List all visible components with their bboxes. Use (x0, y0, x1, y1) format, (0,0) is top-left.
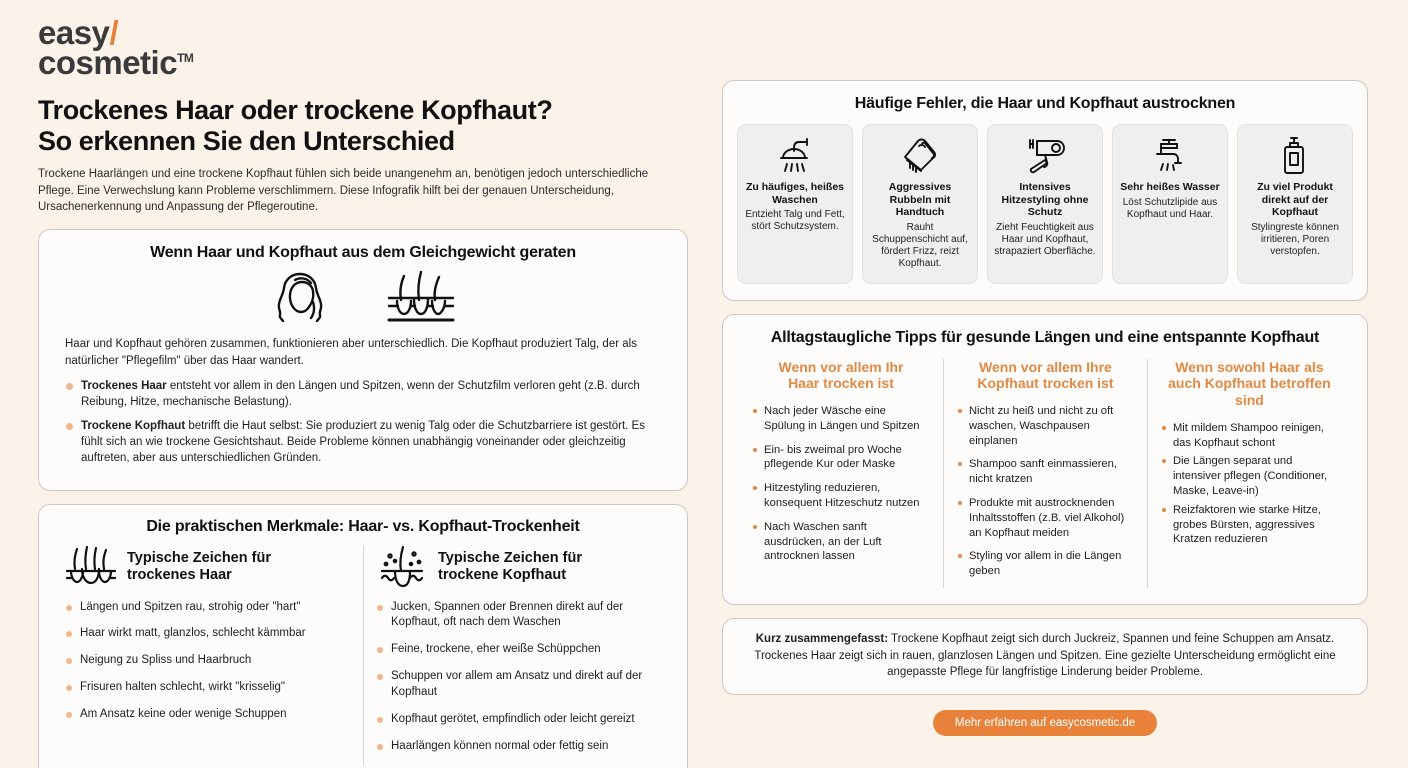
tips-column-both (1147, 359, 1351, 588)
compare-hair-heading-text (127, 550, 271, 584)
bullet-rest: entsteht vor allem in den Längen und Spitzen, wenn der Schutzfilm verloren geht (z.B. durch Reibung, Hitze, mechanische Belastung). (81, 379, 640, 409)
logo-text-cosmetic: cosmetic (38, 44, 178, 82)
tips-list-hair (752, 404, 930, 564)
summary-body: Trockene Kopfhaut zeigt sich durch Juckreiz, Spannen und feine Schuppen am Ansatz. Trockenes Haar zeigt sich in rauen, glanzlosen Längen und Spitzen. Eine gezielte Unterscheidung ermöglicht eine angepasste Pflege für langfristige Linderung beider Probleme. (754, 632, 1336, 679)
summary-text (743, 631, 1347, 681)
list-item: Längen und Spitzen rau, strohig oder "hart" (65, 600, 351, 616)
tips-card (722, 314, 1368, 605)
bullet-lead: Trockenes Haar (81, 379, 167, 392)
heading-line-2: Haar trocken ist (788, 375, 894, 392)
shower-head-icon (744, 135, 846, 177)
list-item: Neigung zu Spliss und Haarbruch (65, 653, 351, 669)
heading-line-2: Kopfhaut trocken ist (977, 375, 1114, 392)
heading-line-1: Typische Zeichen für (438, 549, 582, 566)
bullet-lead: Trockene Kopfhaut (81, 419, 186, 432)
compare-card-title: Die praktischen Merkmale: Haar- vs. Kopfhaut-Trockenheit (146, 517, 580, 535)
balance-card-title: Wenn Haar und Kopfhaut aus dem Gleichgewicht geraten (150, 244, 576, 262)
list-item: Nicht zu heiß und nicht zu oft waschen, Waschpausen einplanen (957, 404, 1134, 448)
faucet-icon (1119, 135, 1221, 177)
dry-scalp-flakes-icon (376, 545, 428, 589)
list-item: Nach Waschen sanft ausdrücken, an der Luft antrocknen lassen (752, 520, 930, 564)
list-item: Haar wirkt matt, glanzlos, schlecht kämmbar (65, 626, 351, 642)
mistake-title: Sehr heißes Wasser (1120, 181, 1220, 193)
list-item: Haarlängen können normal oder fettig sein (376, 739, 661, 755)
right-column (722, 80, 1368, 736)
mistake-desc: Rauht Schuppenschicht auf, fördert Frizz, reizt Kopfhaut. (872, 221, 968, 270)
compare-hair-heading (65, 545, 351, 589)
logo-trademark: TM (177, 51, 194, 66)
list-item: Styling vor allem in die Längen geben (957, 549, 1134, 579)
logo-slash-icon: \ (110, 14, 120, 51)
heading-line-2: trockenes Haar (127, 566, 232, 583)
tips-list-both (1161, 421, 1338, 547)
balance-card (38, 229, 688, 490)
mistakes-row (737, 124, 1353, 284)
heading-line-1: Typische Zeichen für (127, 549, 271, 566)
balance-bullet-item (65, 378, 661, 411)
tips-list-scalp (957, 404, 1134, 579)
compare-hair-list (65, 600, 351, 723)
tips-column-scalp (943, 359, 1147, 588)
balance-body-text: Haar und Kopfhaut gehören zusammen, funktionieren aber unterschiedlich. Die Kopfhaut produziert Talg, der als natürlicher "Pflegefilm" über das Haar wandert. (65, 338, 637, 367)
cta-wrapper (722, 710, 1368, 736)
list-item: Die Längen separat und intensiver pflegen (Conditioner, Maske, Leave-in) (1161, 454, 1338, 498)
summary-card (722, 618, 1368, 695)
mistake-box-heat (987, 124, 1103, 284)
hairdryer-icon (994, 135, 1096, 177)
tips-heading-scalp (957, 359, 1134, 393)
mistake-desc: Stylingreste können irritieren, Poren verstopfen. (1251, 221, 1339, 258)
heading-line-2: auch Kopfhaut betroffen sind (1168, 375, 1331, 409)
compare-card (38, 504, 688, 768)
list-item: Frisuren halten schlecht, wirkt "krisselig" (65, 680, 351, 696)
bullet-rest: betrifft die Haut selbst: Sie produziert zu wenig Talg oder die Schutzbarriere ist gestört. Es fühlt sich an wie trockene Gesichtshaut. Beide Probleme können unabhängig voneinander oder gleichzeitig auftreten, aber aus unterschiedlichen Gründen. (81, 419, 645, 465)
mistake-title: Zu viel Produkt direkt auf der Kopfhaut (1257, 181, 1333, 219)
heading-line-1: Wenn vor allem Ihr (778, 358, 904, 375)
mistake-desc: Löst Schutzlipide aus Kopfhaut und Haar. (1122, 196, 1218, 220)
logo-text-easy: easy (38, 14, 110, 51)
compare-column-hair (53, 545, 363, 766)
tips-columns (739, 359, 1351, 588)
list-item: Nach jeder Wäsche eine Spülung in Längen und Spitzen (752, 404, 930, 434)
balance-bullet-list (57, 378, 669, 467)
list-item: Hitzestyling reduzieren, konsequent Hitzeschutz nutzen (752, 481, 930, 511)
left-column (38, 14, 688, 768)
mistake-box-hot-water (1112, 124, 1228, 284)
mistake-desc: Zieht Feuchtigkeit aus Haar und Kopfhaut, strapaziert Oberfläche. (994, 221, 1096, 258)
intro-paragraph: Trockene Haarlängen und eine trockene Kopfhaut fühlen sich beide unangenehm an, benötigen jedoch unterschiedliche Pflege. Eine Verwechslung kann Probleme verschlimmern. Diese Infografik hilft bei der genauen Unterscheidung, Ursachenerkennung und Anpassung der Pflegeroutine. (38, 168, 649, 213)
headline-line-1: Trockenes Haar oder trockene Kopfhaut? (38, 94, 553, 125)
heading-line-1: Wenn sowohl Haar als (1175, 358, 1324, 375)
compare-columns (53, 545, 673, 766)
list-item: Schuppen vor allem am Ansatz und direkt auf der Kopfhaut (376, 669, 661, 701)
compare-scalp-heading (376, 545, 661, 589)
list-item: Reizfaktoren wie starke Hitze, grobes Bürsten, aggressives Kratzen reduzieren (1161, 503, 1338, 547)
list-item: Ein- bis zweimal pro Woche pflegende Kur oder Maske (752, 443, 930, 473)
hair-follicles-icon (383, 270, 459, 326)
tips-column-hair (739, 359, 943, 588)
towel-icon (869, 135, 971, 177)
learn-more-button[interactable]: Mehr erfahren auf easycosmetic.de (933, 710, 1157, 736)
dry-hair-strands-icon (65, 545, 117, 589)
compare-scalp-list (376, 600, 661, 755)
brand-logo (38, 14, 688, 82)
woman-hair-icon (267, 270, 333, 326)
balance-bullet-item (65, 418, 661, 467)
mistake-box-washing (737, 124, 853, 284)
mistake-box-towel (862, 124, 978, 284)
mistake-title: Intensives Hitzestyling ohne Schutz (1001, 181, 1089, 219)
mistake-title: Zu häufiges, heißes Waschen (745, 181, 845, 206)
list-item: Am Ansatz keine oder wenige Schuppen (65, 707, 351, 723)
heading-line-1: Wenn vor allem Ihre (979, 358, 1112, 375)
list-item: Feine, trockene, eher weiße Schüppchen (376, 642, 661, 658)
balance-icons-row (57, 270, 669, 326)
list-item: Produkte mit austrocknenden Inhaltsstoffen (z.B. viel Alkohol) an Kopfhaut meiden (957, 496, 1134, 540)
mistakes-card-title: Häufige Fehler, die Haar und Kopfhaut austrocknen (854, 95, 1236, 112)
summary-lead: Kurz zusammengefasst: (755, 632, 889, 645)
mistakes-card (722, 80, 1368, 301)
list-item: Mit mildem Shampoo reinigen, das Kopfhaut schont (1161, 421, 1338, 451)
mistake-title: Aggressives Rubbeln mit Handtuch (888, 181, 952, 219)
list-item: Jucken, Spannen oder Brennen direkt auf der Kopfhaut, oft nach dem Waschen (376, 600, 661, 632)
tips-heading-hair (752, 359, 930, 393)
pump-bottle-icon (1244, 135, 1346, 177)
list-item: Kopfhaut gerötet, empfindlich oder leicht gereizt (376, 712, 661, 728)
mistake-desc: Entzieht Talg und Fett, stört Schutzsystem. (745, 209, 845, 233)
page-title (38, 95, 688, 158)
tips-heading-both (1161, 359, 1338, 409)
heading-line-2: trockene Kopfhaut (438, 566, 567, 583)
headline-line-2: So erkennen Sie den Unterschied (38, 126, 455, 157)
compare-column-scalp (363, 545, 673, 766)
list-item: Shampoo sanft einmassieren, nicht kratzen (957, 457, 1134, 487)
compare-scalp-heading-text (438, 550, 582, 584)
tips-card-title: Alltagstaugliche Tipps für gesunde Längen und eine entspannte Kopfhaut (770, 328, 1320, 346)
mistake-box-product (1237, 124, 1353, 284)
